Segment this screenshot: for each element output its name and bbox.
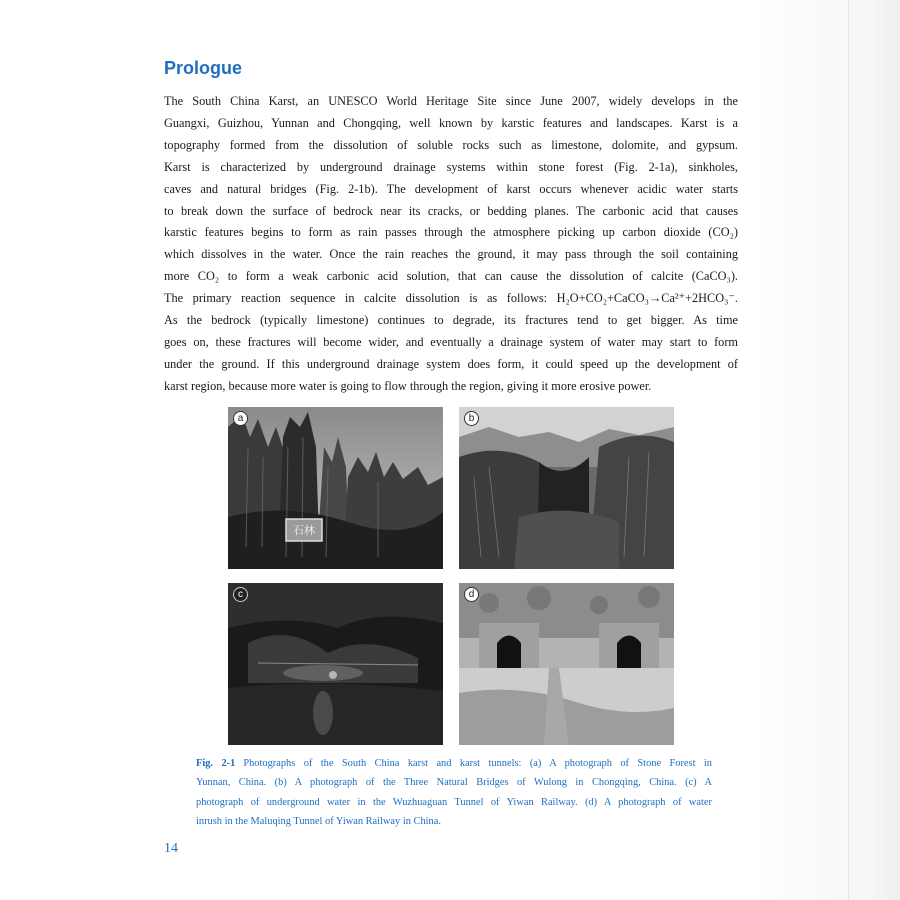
body-line: to break down the surface of bedrock near its cracks, or bedding planes. The carbonic acid that causes bbox=[164, 203, 738, 218]
body-line: Guangxi, Guizhou, Yunnan and Chongqing, well known by karstic features and landscapes. Karst is a bbox=[164, 115, 738, 130]
photo-stone-forest bbox=[228, 407, 443, 569]
body-line: The primary reaction sequence in calcite dissolution is as follows: H₂O+CO₂+CaCO₃→Ca²⁺+2HCO₃⁻. bbox=[164, 291, 738, 306]
body-line: more CO₂ to form a weak carbonic acid solution, that can cause the dissolution of calcite (CaCO₃). bbox=[164, 269, 738, 284]
photo-underground-water bbox=[228, 583, 443, 745]
body-line: Karst is characterized by underground drainage systems within stone forest (Fig. 2-1a), sinkholes, bbox=[164, 159, 738, 174]
body-line: karst region, because more water is going to flow through the region, giving it more erosive power. bbox=[164, 378, 652, 393]
caption-line: inrush in the Maluqing Tunnel of Yiwan Railway in China. bbox=[196, 815, 441, 827]
body-line: goes on, these fractures will become wider, and eventually a drainage system of water may start to form bbox=[164, 334, 738, 349]
body-line: caves and natural bridges (Fig. 2-1b). The development of karst occurs whenever acidic water starts bbox=[164, 181, 738, 196]
stone-forest-sign-text: 石林 bbox=[293, 524, 315, 537]
body-line: topography formed from the dissolution of soluble rocks such as limestone, dolomite, and gypsum. bbox=[164, 137, 738, 152]
body-line: The South China Karst, an UNESCO World Heritage Site since June 2007, widely develops in the bbox=[164, 94, 738, 108]
page-number: 14 bbox=[164, 841, 178, 856]
photo-natural-bridges bbox=[459, 407, 674, 569]
panel-label-d: d bbox=[464, 587, 479, 602]
figure-caption bbox=[196, 754, 712, 831]
body-paragraph bbox=[164, 91, 738, 398]
panel-label-a: a bbox=[233, 411, 248, 426]
caption-line bbox=[196, 754, 712, 773]
section-title: Prologue bbox=[164, 58, 243, 78]
page-edge-shadow bbox=[750, 0, 900, 900]
body-line: which dissolves in the water. Once the rain reaches the ground, it may pass through the soil containing bbox=[164, 247, 738, 262]
panel-label-b: b bbox=[464, 411, 479, 426]
caption-line-text: Photographs of the South China karst and karst tunnels: (a) A photograph of Stone Forest in bbox=[243, 758, 712, 769]
body-line: As the bedrock (typically limestone) continues to degrade, its fractures tend to get bigger. As time bbox=[164, 313, 738, 328]
body-line: karstic features begins to form as rain passes through the atmosphere picking up carbon dioxide (CO₂) bbox=[164, 225, 738, 240]
caption-line: photograph of underground water in the Wuzhuaguan Tunnel of Yiwan Railway. (d) A photograph of water bbox=[196, 796, 712, 808]
caption-line: Yunnan, China. (b) A photograph of the Three Natural Bridges of Wulong in Chongqing, China. (c) A bbox=[196, 777, 712, 789]
figure-label: Fig. 2-1 bbox=[196, 758, 236, 769]
panel-label-c: c bbox=[233, 587, 248, 602]
photo-tunnel-inrush bbox=[459, 583, 674, 745]
body-line: under the ground. If this underground drainage system does form, it could speed up the development of bbox=[164, 356, 738, 371]
